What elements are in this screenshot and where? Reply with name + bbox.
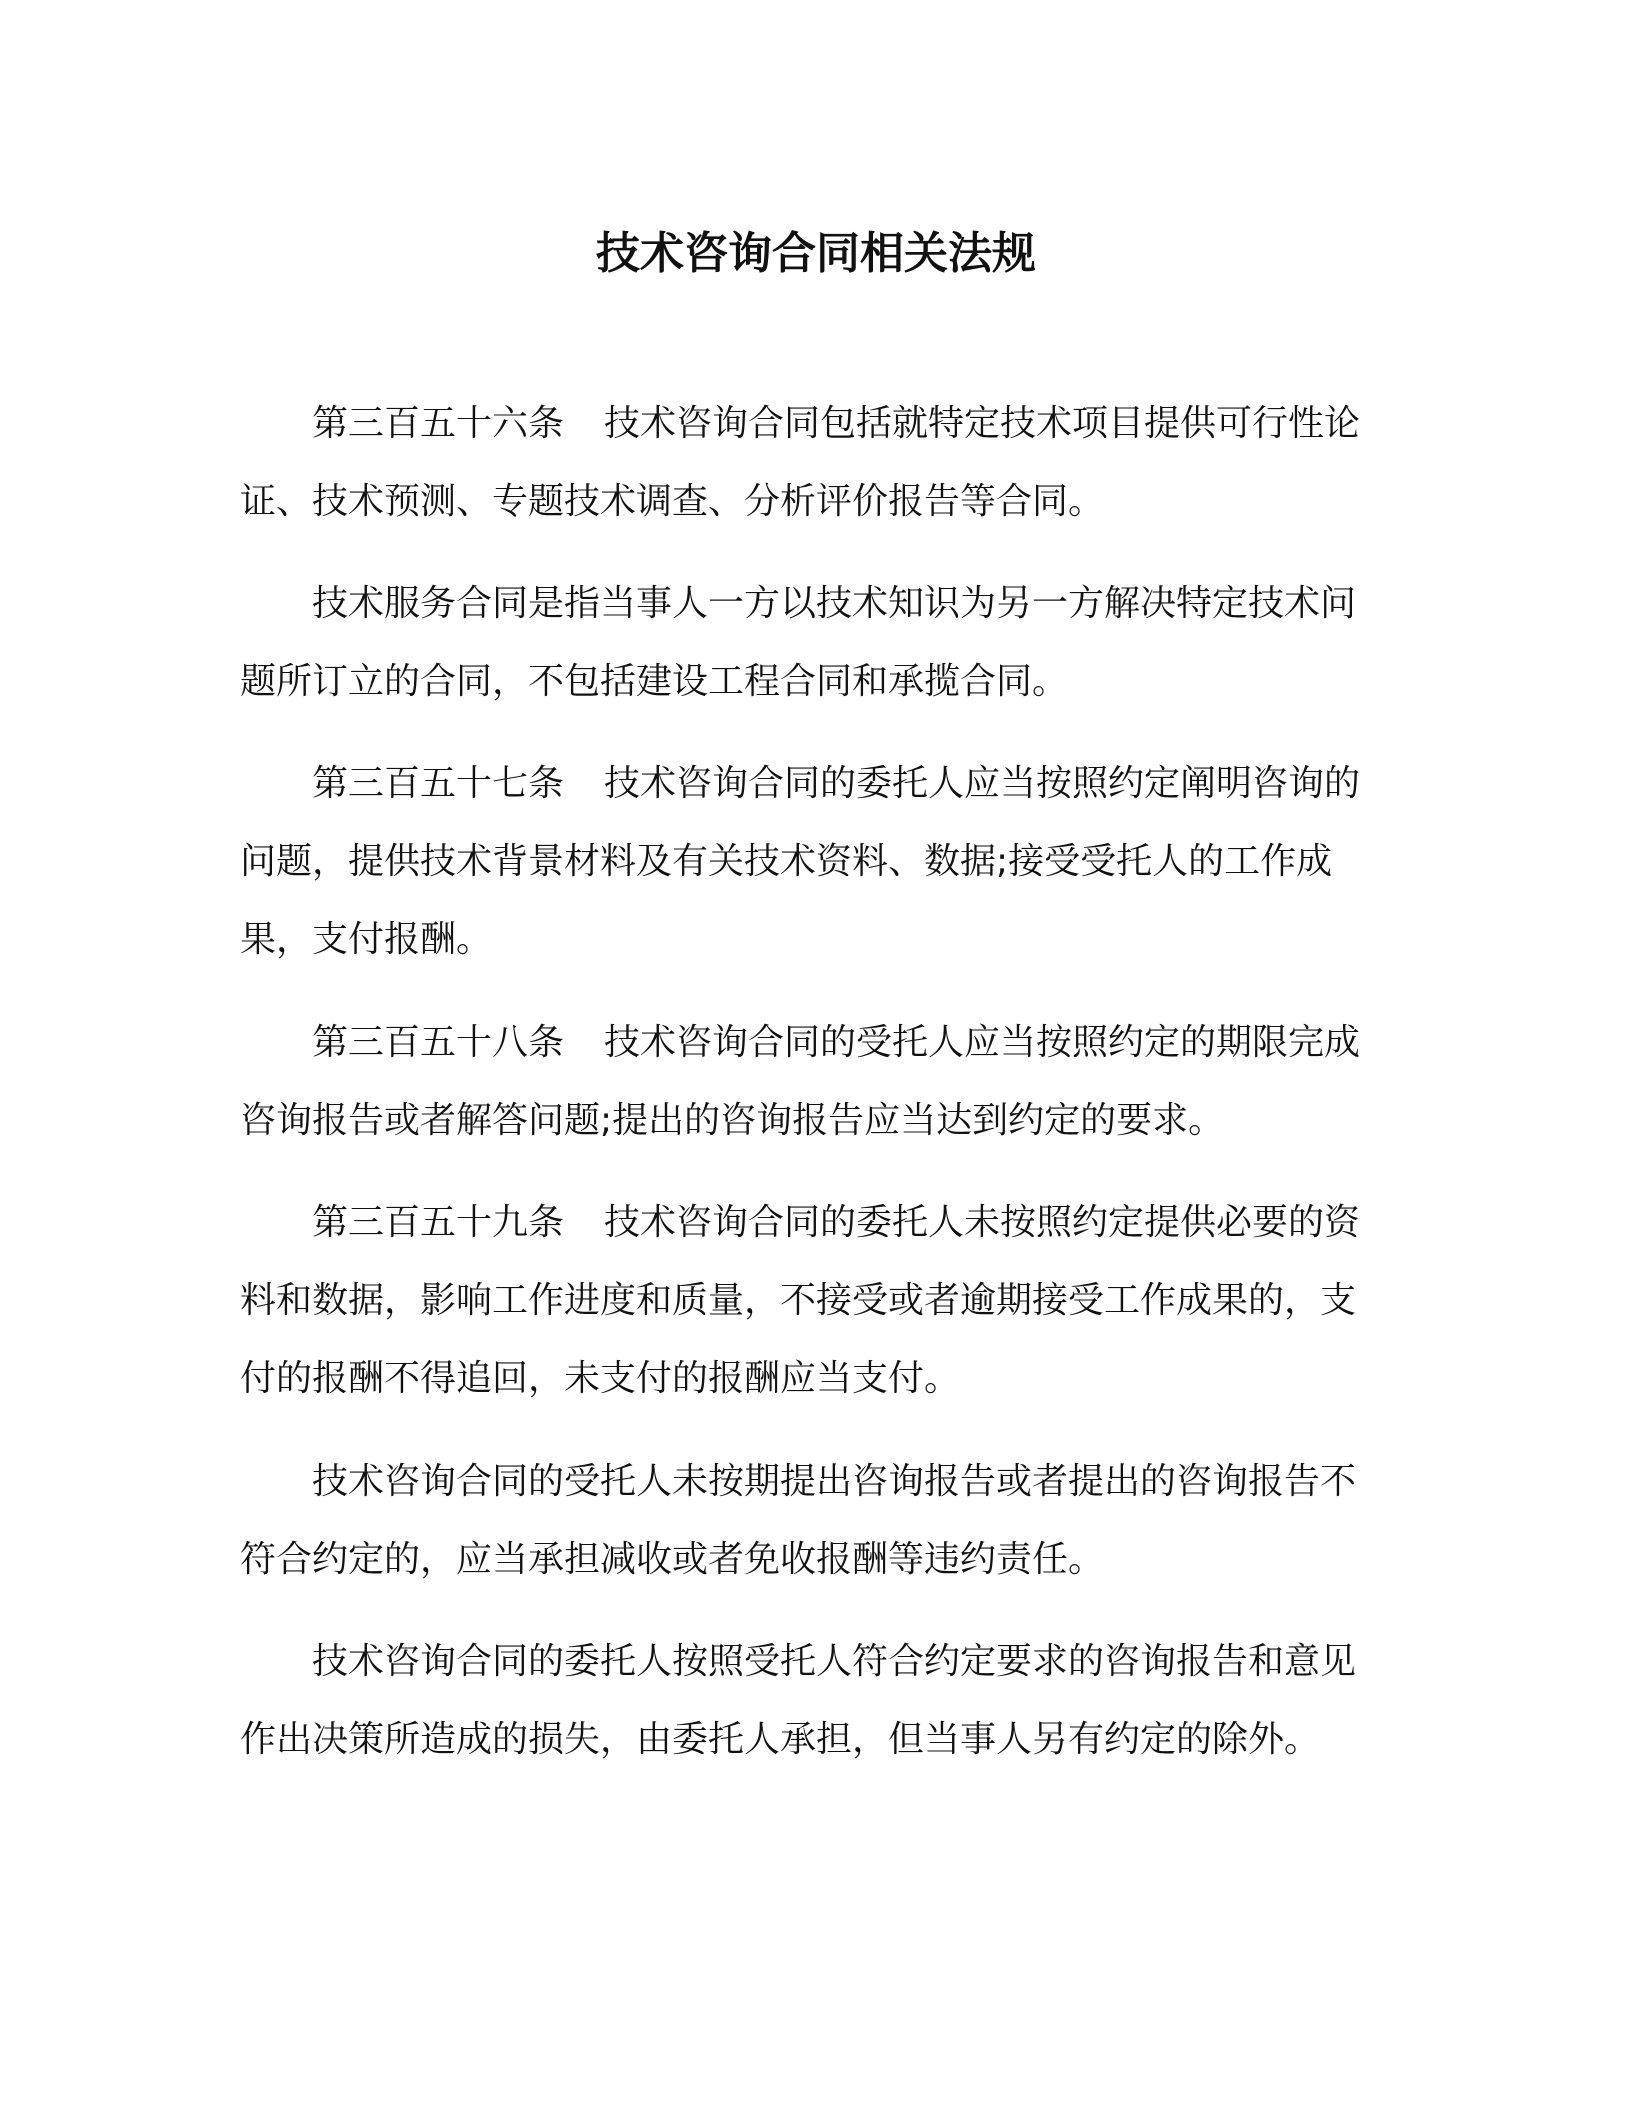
paragraph [240,385,1390,541]
paragraph-text: 技术咨询合同包括就特定技术项目提供可行性论证、技术预测、专题技术调查、分析评价报告等合同。 [240,403,1361,522]
article-number: 第三百五十六条 [312,403,565,444]
paragraph [240,1623,1390,1779]
paragraph-text: 技术咨询合同的受托人应当按照约定的期限完成咨询报告或者解答问题;提出的咨询报告应当达到约定的要求。 [240,1022,1361,1141]
paragraph-text: 技术咨询合同的委托人未按照约定提供必要的资料和数据，影响工作进度和质量，不接受或者逾期接受工作成果的，支付的报酬不得追回，未支付的报酬应当支付。 [240,1202,1361,1399]
document-title: 技术咨询合同相关法规 [596,228,1036,279]
paragraph-text: 技术咨询合同的受托人未按期提出咨询报告或者提出的咨询报告不符合约定的，应当承担减收或者免收报酬等违约责任。 [240,1461,1357,1580]
article-number: 第三百五十九条 [312,1202,565,1243]
paragraph-text: 技术咨询合同的委托人按照受托人符合约定要求的咨询报告和意见作出决策所造成的损失，由委托人承担，但当事人另有约定的除外。 [240,1641,1357,1760]
paragraph [240,1184,1390,1418]
paragraph-text: 技术咨询合同的委托人应当按照约定阐明咨询的问题，提供技术背景材料及有关技术资料、数据;接受受托人的工作成果，支付报酬。 [240,763,1361,960]
paragraph [240,745,1390,979]
paragraph [240,1443,1390,1599]
paragraph [240,565,1390,721]
article-number: 第三百五十八条 [312,1022,565,1063]
paragraph [240,1004,1390,1160]
paragraph-text: 技术服务合同是指当事人一方以技术知识为另一方解决特定技术问题所订立的合同，不包括建设工程合同和承揽合同。 [240,583,1357,702]
article-number: 第三百五十七条 [312,763,565,804]
